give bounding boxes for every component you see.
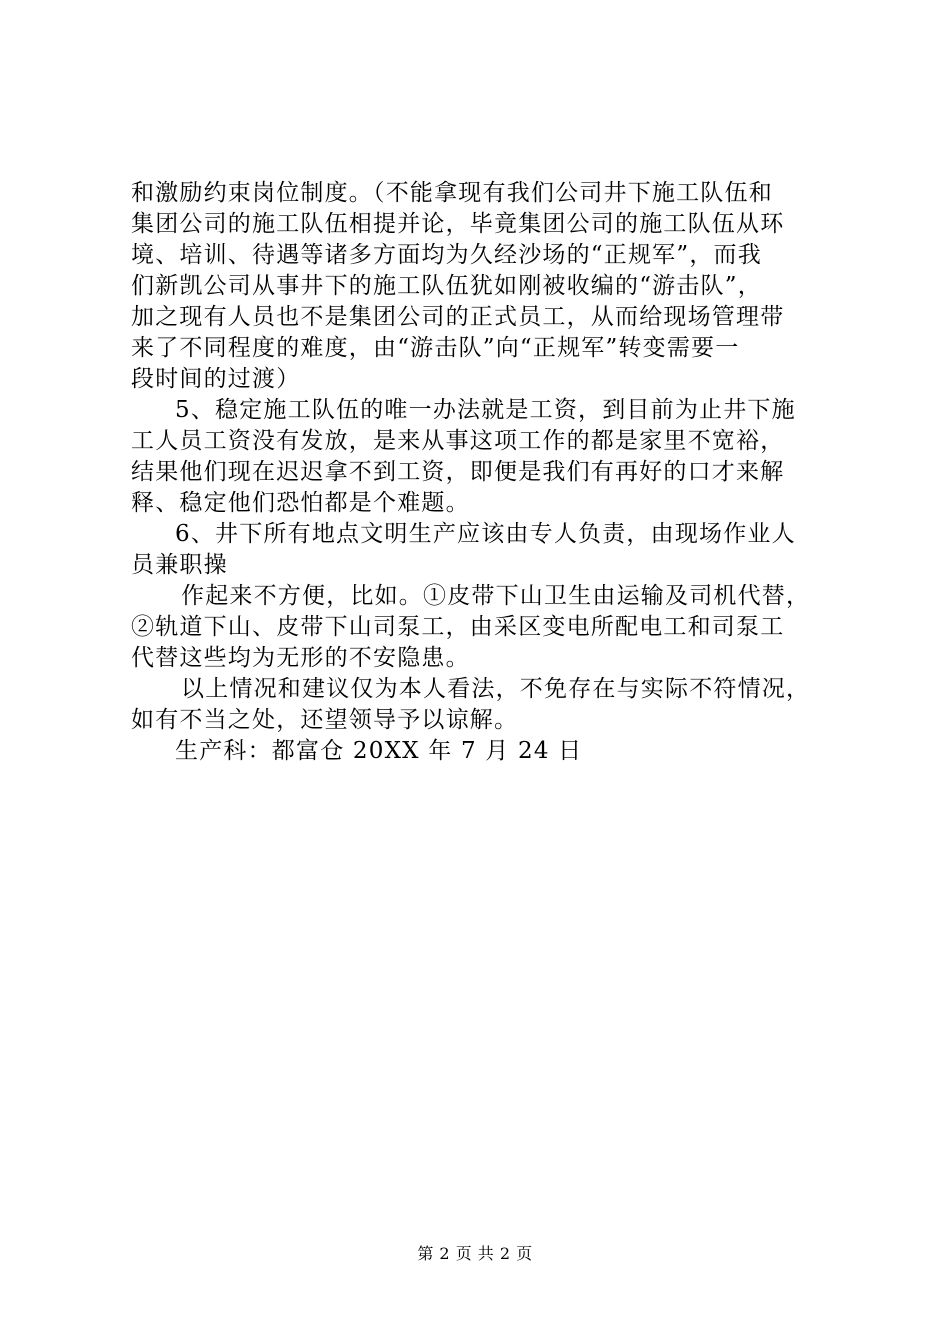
body-line: 集团公司的施工队伍相提并论，毕竟集团公司的施工队伍从环 (131, 211, 785, 237)
body-line: 工人员工资没有发放，是来从事这项工作的都是家里不宽裕， (131, 428, 785, 454)
body-line: ②轨道下山、皮带下山司泵工，由采区变电所配电工和司泵工 (131, 614, 785, 640)
signature-line: 生产科：都富仓 20XX 年 7 月 24 日 (175, 738, 583, 764)
body-line: 境、培训、待遇等诸多方面均为久经沙场的“正规军”，而我 (131, 242, 762, 268)
body-line: 们新凯公司从事井下的施工队伍犹如刚被收编的“游击队”， (131, 273, 762, 299)
body-line: 加之现有人员也不是集团公司的正式员工，从而给现场管理带 (131, 304, 785, 330)
body-line: 来了不同程度的难度，由“游击队”向“正规军”转变需要一 (131, 335, 740, 361)
paragraph-5-start: 5、稳定施工队伍的唯一办法就是工资，到目前为止井下施 (175, 397, 796, 423)
paragraph-6-start: 6、井下所有地点文明生产应该由专人负责，由现场作业人 (175, 521, 796, 547)
document-body (131, 178, 851, 767)
body-line: 如有不当之处，还望领导予以谅解。 (131, 707, 519, 733)
body-line: 员兼职操 (131, 552, 228, 578)
closing-paragraph-start: 以上情况和建议仅为本人看法，不免存在与实际不符情况， (181, 676, 811, 702)
paragraph-continued: 作起来不方便，比如。①皮带下山卫生由运输及司机代替， (181, 583, 811, 609)
body-line: 释、稳定他们恐怕都是个难题。 (131, 490, 470, 516)
body-line: 结果他们现在迟迟拿不到工资，即便是我们有再好的口才来解 (131, 459, 785, 485)
body-line: 代替这些均为无形的不安隐患。 (131, 645, 470, 671)
body-line: 段时间的过渡） (131, 366, 301, 392)
body-line: 和激励约束岗位制度。（不能拿现有我们公司井下施工队伍和 (131, 180, 773, 206)
page-number-footer: 第 2 页 共 2 页 (417, 1244, 533, 1263)
